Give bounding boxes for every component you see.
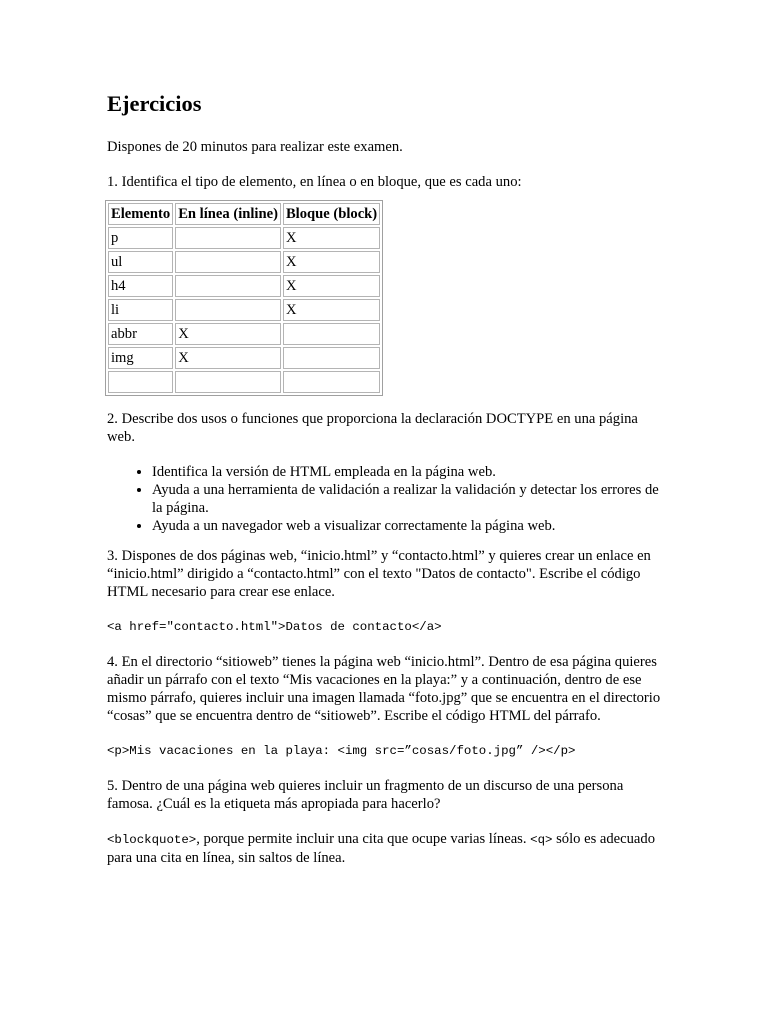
table-row	[108, 275, 380, 297]
table-cell	[108, 371, 173, 393]
list-item: • Identifica la versión de HTML empleada en la página web.	[152, 463, 667, 481]
question-2-text: 2. Describe dos usos o funciones que proporciona la declaración DOCTYPE en una página web.	[107, 411, 638, 445]
question-4-answer-code: <p>Mis vacaciones en la playa: <img src=”cosas/foto.jpg” /></p>	[107, 744, 576, 758]
intro-text: Dispones de 20 minutos para realizar este examen.	[107, 139, 403, 155]
page-title: Ejercicios	[107, 91, 202, 116]
table-cell	[283, 323, 380, 345]
table-row	[108, 371, 380, 393]
question-3-answer-code: <a href="contacto.html">Datos de contacto</a>	[107, 620, 442, 634]
answer-text-part-1: , porque permite incluir una cita que ocupe varias líneas.	[196, 831, 531, 847]
table-cell: p	[108, 227, 173, 249]
table-header-cell: Elemento	[108, 203, 173, 225]
table-cell	[175, 299, 281, 321]
table-cell: ul	[108, 251, 173, 273]
table-cell: X	[175, 347, 281, 369]
table-cell: h4	[108, 275, 173, 297]
blockquote-tag-code: <blockquote>	[107, 833, 197, 847]
table-cell	[283, 347, 380, 369]
table-cell	[175, 227, 281, 249]
question-4-text: 4. En el directorio “sitioweb” tienes la página web “inicio.html”. Dentro de esa página quieres añadir un párrafo con el texto “Mis vacaciones en la playa:” y a continuación, dentro de ese mismo párrafo, quieres incluir una imagen llamada “foto.jpg” que se encuentra en el directorio “cosas” que se encuentra dentro de “sitioweb”. Escribe el código HTML del párrafo.	[107, 654, 661, 724]
table-cell: X	[283, 299, 380, 321]
table-cell: X	[283, 227, 380, 249]
table-row	[108, 227, 380, 249]
table-cell	[175, 371, 281, 393]
table-cell: X	[175, 323, 281, 345]
question-5-text: 5. Dentro de una página web quieres incluir un fragmento de un discurso de una persona famosa. ¿Cuál es la etiqueta más apropiada para hacerlo?	[107, 778, 624, 812]
table-cell	[283, 371, 380, 393]
question-1-text: 1. Identifica el tipo de elemento, en línea o en bloque, que es cada uno:	[107, 174, 522, 190]
table-cell: abbr	[108, 323, 173, 345]
question-5-answer	[107, 830, 667, 867]
table-cell	[175, 251, 281, 273]
table-cell: X	[283, 275, 380, 297]
element-type-table	[105, 200, 383, 396]
table-row	[108, 251, 380, 273]
table-cell: img	[108, 347, 173, 369]
document-page	[107, 90, 667, 884]
list-item: • Ayuda a un navegador web a visualizar correctamente la página web.	[152, 517, 667, 535]
table-header-row	[108, 203, 380, 225]
question-3-text: 3. Dispones de dos páginas web, “inicio.html” y “contacto.html” y quieres crear un enlace en “inicio.html” dirigido a “contacto.html” con el texto "Datos de contacto". Escribe el código HTML necesario para crear ese enlace.	[107, 548, 651, 600]
table-cell: li	[108, 299, 173, 321]
doctype-uses-list	[107, 463, 667, 535]
table-header-cell: Bloque (block)	[283, 203, 380, 225]
table-cell: X	[283, 251, 380, 273]
list-item: • Ayuda a una herramienta de validación a realizar la validación y detectar los errores de la página.	[152, 481, 667, 517]
table-row	[108, 323, 380, 345]
table-row	[108, 299, 380, 321]
table-header-cell: En línea (inline)	[175, 203, 281, 225]
q-tag-code: <q>	[530, 833, 553, 847]
table-cell	[175, 275, 281, 297]
answer-text-part-2: sólo es adecuado para una cita en línea, sin saltos de línea.	[107, 831, 655, 866]
table-row	[108, 347, 380, 369]
